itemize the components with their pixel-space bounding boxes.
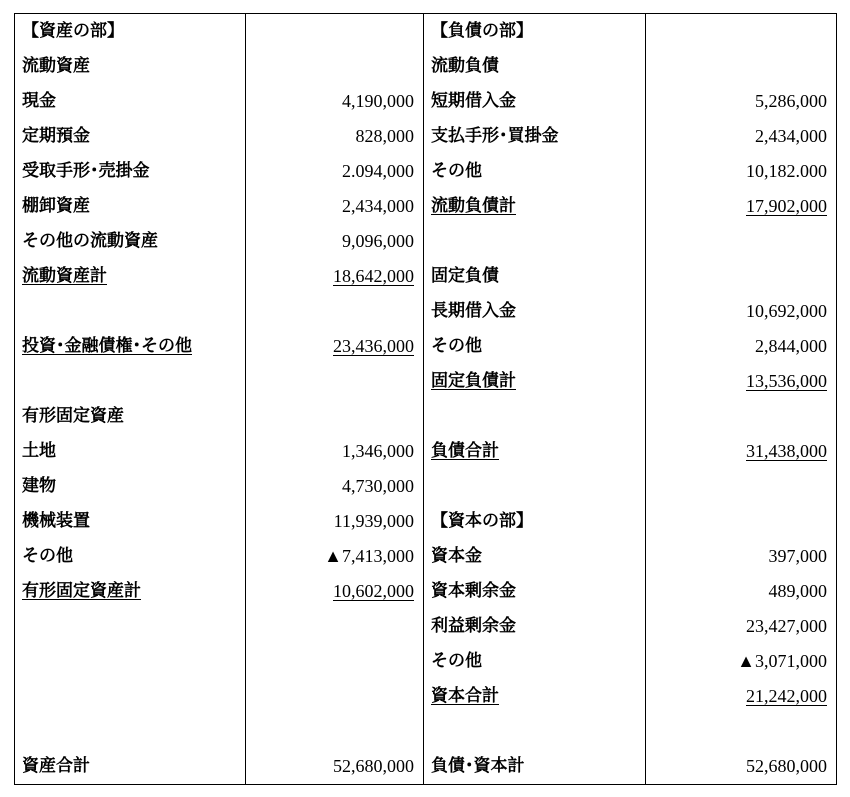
liability-value-text: 2,434,000	[755, 126, 827, 146]
table-row	[15, 14, 837, 50]
asset-value-text: 23,436,000	[333, 336, 414, 356]
asset-value-text: ▲7,413,000	[324, 546, 414, 566]
liability-label-text: 資本剰余金	[431, 581, 516, 601]
asset-value-cell	[246, 434, 424, 469]
liability-value-cell	[646, 14, 837, 50]
asset-label-cell	[15, 224, 246, 259]
asset-value-cell	[246, 84, 424, 119]
asset-label-cell	[15, 644, 246, 679]
liability-label-text: 支払手形･買掛金	[431, 126, 559, 146]
liability-value-cell	[646, 84, 837, 119]
asset-value-text: 52,680,000	[333, 756, 414, 776]
table-row	[15, 259, 837, 294]
liability-value-text: 21,242,000	[746, 686, 827, 706]
asset-label-text: その他の流動資産	[22, 231, 158, 251]
liability-label-text: 流動負債	[431, 56, 499, 76]
asset-value-cell	[246, 119, 424, 154]
liability-label-text: 【負債の部】	[431, 21, 533, 41]
table-row	[15, 504, 837, 539]
asset-label-cell	[15, 154, 246, 189]
asset-value-text: 10,602,000	[333, 581, 414, 601]
liability-label-text: その他	[431, 161, 482, 181]
liability-value-cell	[646, 469, 837, 504]
liability-value-text: 17,902,000	[746, 196, 827, 216]
asset-label-text: 投資･金融債権･その他	[22, 336, 192, 356]
asset-label-text: 【資産の部】	[22, 21, 124, 41]
asset-value-cell	[246, 154, 424, 189]
liability-label-cell	[424, 679, 646, 714]
liability-label-cell	[424, 189, 646, 224]
table-row	[15, 189, 837, 224]
asset-label-text: その他	[22, 546, 73, 566]
asset-value-cell	[246, 49, 424, 84]
asset-value-text: 11,939,000	[333, 511, 414, 531]
table-row	[15, 84, 837, 119]
asset-label-cell	[15, 434, 246, 469]
asset-value-cell	[246, 259, 424, 294]
liability-label-cell	[424, 364, 646, 399]
liability-label-cell	[424, 714, 646, 749]
asset-value-text: 4,190,000	[342, 91, 414, 111]
asset-value-cell	[246, 14, 424, 50]
table-row	[15, 539, 837, 574]
table-row	[15, 294, 837, 329]
liability-label-cell	[424, 434, 646, 469]
liability-label-text: 利益剰余金	[431, 616, 516, 636]
asset-value-text: 828,000	[355, 126, 414, 146]
table-row	[15, 119, 837, 154]
liability-value-cell	[646, 189, 837, 224]
asset-value-text: 1,346,000	[342, 441, 414, 461]
liability-value-cell	[646, 504, 837, 539]
liability-label-text: 資本合計	[431, 686, 499, 706]
table-row	[15, 224, 837, 259]
liability-label-cell	[424, 14, 646, 50]
liability-label-text: 長期借入金	[431, 301, 516, 321]
liability-label-cell	[424, 49, 646, 84]
asset-label-cell	[15, 189, 246, 224]
asset-label-cell	[15, 714, 246, 749]
liability-label-cell	[424, 329, 646, 364]
liability-label-cell	[424, 154, 646, 189]
liability-label-text: 負債合計	[431, 441, 499, 461]
asset-label-cell	[15, 364, 246, 399]
asset-value-cell	[246, 294, 424, 329]
asset-label-cell	[15, 14, 246, 50]
asset-value-text: 9,096,000	[342, 231, 414, 251]
liability-label-cell	[424, 539, 646, 574]
asset-label-text: 有形固定資産	[22, 406, 124, 426]
table-row	[15, 609, 837, 644]
asset-value-text: 2.094,000	[342, 161, 414, 181]
asset-label-cell	[15, 504, 246, 539]
liability-value-text: 52,680,000	[746, 756, 827, 776]
liability-value-cell	[646, 434, 837, 469]
asset-label-text: 建物	[22, 476, 56, 496]
asset-label-text: 流動資産	[22, 56, 90, 76]
liability-label-text: 流動負債計	[431, 196, 516, 216]
liability-label-text: 固定負債	[431, 266, 499, 286]
asset-value-cell	[246, 609, 424, 644]
asset-label-text: 有形固定資産計	[22, 581, 141, 601]
asset-label-cell	[15, 119, 246, 154]
liability-value-text: 5,286,000	[755, 91, 827, 111]
asset-value-cell	[246, 574, 424, 609]
liability-value-text: 2,844,000	[755, 336, 827, 356]
liability-value-text: 13,536,000	[746, 371, 827, 391]
asset-value-text: 4,730,000	[342, 476, 414, 496]
asset-value-cell	[246, 329, 424, 364]
liability-label-text: 負債･資本計	[431, 756, 525, 776]
liability-value-cell	[646, 644, 837, 679]
liability-label-cell	[424, 259, 646, 294]
liability-label-text: 【資本の部】	[431, 511, 533, 531]
table-row	[15, 329, 837, 364]
asset-value-cell	[246, 714, 424, 749]
asset-label-text: 受取手形･売掛金	[22, 161, 150, 181]
liability-value-cell	[646, 749, 837, 785]
asset-label-cell	[15, 679, 246, 714]
liability-value-cell	[646, 154, 837, 189]
liability-value-cell	[646, 329, 837, 364]
liability-value-cell	[646, 259, 837, 294]
liability-value-text: 23,427,000	[746, 616, 827, 636]
asset-label-cell	[15, 539, 246, 574]
asset-label-text: 流動資産計	[22, 266, 107, 286]
liability-value-cell	[646, 539, 837, 574]
balance-sheet-body	[15, 14, 837, 785]
asset-value-text: 2,434,000	[342, 196, 414, 216]
liability-label-cell	[424, 749, 646, 785]
liability-value-text: 489,000	[768, 581, 827, 601]
asset-label-text: 現金	[22, 91, 56, 111]
table-row	[15, 399, 837, 434]
asset-label-cell	[15, 84, 246, 119]
liability-value-text: 31,438,000	[746, 441, 827, 461]
asset-label-cell	[15, 469, 246, 504]
asset-label-cell	[15, 749, 246, 785]
liability-value-cell	[646, 224, 837, 259]
asset-label-text: 定期預金	[22, 126, 90, 146]
asset-value-text: 18,642,000	[333, 266, 414, 286]
asset-label-cell	[15, 49, 246, 84]
liability-value-cell	[646, 574, 837, 609]
liability-value-cell	[646, 679, 837, 714]
asset-value-cell	[246, 504, 424, 539]
liability-value-text: 10,692,000	[746, 301, 827, 321]
liability-value-text: 397,000	[768, 546, 827, 566]
liability-value-cell	[646, 49, 837, 84]
asset-label-cell	[15, 259, 246, 294]
liability-label-text: 固定負債計	[431, 371, 516, 391]
table-row	[15, 679, 837, 714]
asset-label-text: 機械装置	[22, 511, 90, 531]
liability-label-cell	[424, 504, 646, 539]
liability-label-text: 短期借入金	[431, 91, 516, 111]
liability-value-cell	[646, 294, 837, 329]
table-row	[15, 574, 837, 609]
table-row	[15, 154, 837, 189]
liability-label-cell	[424, 399, 646, 434]
liability-value-cell	[646, 399, 837, 434]
liability-value-cell	[646, 364, 837, 399]
asset-value-cell	[246, 224, 424, 259]
asset-value-cell	[246, 644, 424, 679]
asset-value-cell	[246, 364, 424, 399]
liability-value-text: ▲3,071,000	[737, 651, 827, 671]
asset-label-text: 棚卸資産	[22, 196, 90, 216]
liability-label-cell	[424, 224, 646, 259]
asset-value-cell	[246, 189, 424, 224]
liability-label-text: その他	[431, 651, 482, 671]
liability-label-cell	[424, 609, 646, 644]
asset-value-cell	[246, 539, 424, 574]
asset-label-text: 資産合計	[22, 756, 90, 776]
asset-label-cell	[15, 329, 246, 364]
table-row	[15, 364, 837, 399]
liability-label-text: その他	[431, 336, 482, 356]
table-row	[15, 49, 837, 84]
asset-value-cell	[246, 399, 424, 434]
liability-label-cell	[424, 294, 646, 329]
liability-value-cell	[646, 714, 837, 749]
liability-label-cell	[424, 119, 646, 154]
asset-label-cell	[15, 399, 246, 434]
liability-label-cell	[424, 469, 646, 504]
liability-value-cell	[646, 609, 837, 644]
table-row	[15, 714, 837, 749]
liability-label-cell	[424, 574, 646, 609]
liability-label-cell	[424, 84, 646, 119]
table-row	[15, 644, 837, 679]
liability-value-cell	[646, 119, 837, 154]
table-row	[15, 434, 837, 469]
asset-value-cell	[246, 469, 424, 504]
asset-value-cell	[246, 679, 424, 714]
table-row	[15, 469, 837, 504]
asset-label-text: 土地	[22, 441, 56, 461]
liability-value-text: 10,182.000	[746, 161, 827, 181]
table-row	[15, 749, 837, 785]
liability-label-text: 資本金	[431, 546, 482, 566]
balance-sheet-table	[14, 13, 837, 785]
liability-label-cell	[424, 644, 646, 679]
asset-label-cell	[15, 574, 246, 609]
asset-value-cell	[246, 749, 424, 785]
asset-label-cell	[15, 609, 246, 644]
asset-label-cell	[15, 294, 246, 329]
